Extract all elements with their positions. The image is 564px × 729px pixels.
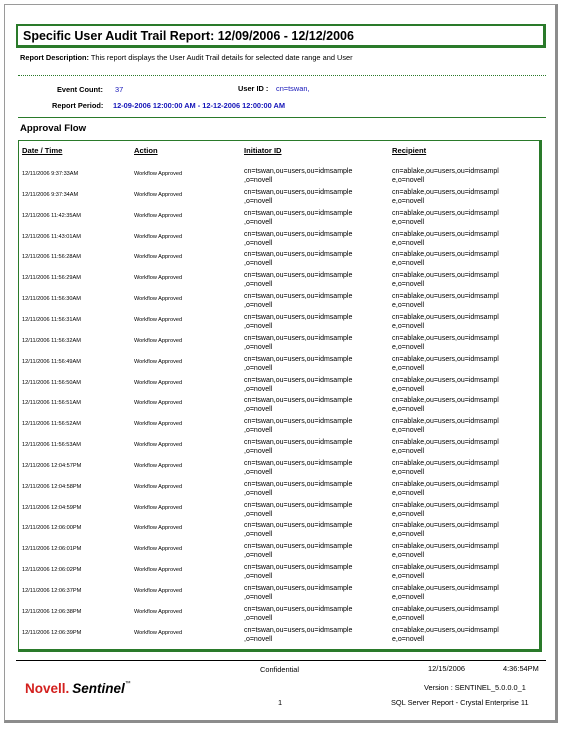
- cell-recipient: [392, 167, 499, 185]
- recipient-line-1: cn=ablake,ou=users,ou=idmsampl: [392, 502, 499, 509]
- cell-date-time: 12/11/2006 12:06:37PM: [22, 588, 82, 594]
- cell-action: Workflow Approved: [134, 505, 183, 511]
- cell-date-time: 12/11/2006 9:37:34AM: [22, 192, 79, 198]
- recipient-line-2: e,o=novell: [392, 511, 425, 518]
- recipient-line-1: cn=ablake,ou=users,ou=idmsampl: [392, 522, 499, 529]
- initiator-line-1: cn=tswan,ou=users,ou=idmsample: [244, 251, 353, 258]
- footer-page-number: 1: [278, 698, 283, 707]
- recipient-line-2: e,o=novell: [392, 198, 425, 205]
- recipient-line-1: cn=ablake,ou=users,ou=idmsampl: [392, 585, 499, 592]
- initiator-line-2: ,o=novell: [244, 511, 273, 518]
- cell-recipient: [392, 501, 499, 519]
- initiator-line-2: ,o=novell: [244, 219, 273, 226]
- cell-recipient: [392, 480, 499, 498]
- column-header-action: Action: [134, 146, 158, 155]
- cell-initiator-id: [244, 271, 352, 289]
- recipient-line-1: cn=ablake,ou=users,ou=idmsampl: [392, 210, 499, 217]
- description-text: This report displays the User Audit Trail details for selected date range and User: [88, 53, 353, 62]
- recipient-line-2: e,o=novell: [392, 490, 425, 497]
- initiator-line-2: ,o=novell: [244, 344, 273, 351]
- recipient-line-2: e,o=novell: [392, 552, 425, 559]
- initiator-line-2: ,o=novell: [244, 365, 273, 372]
- description-label: Report Description:: [20, 53, 89, 62]
- recipient-line-1: cn=ablake,ou=users,ou=idmsampl: [392, 251, 499, 258]
- cell-recipient: [392, 584, 499, 602]
- cell-date-time: 12/11/2006 12:06:02PM: [22, 567, 82, 573]
- cell-date-time: 12/11/2006 11:56:51AM: [22, 400, 81, 406]
- cell-initiator-id: [244, 230, 352, 248]
- table-row: [0, 438, 564, 459]
- recipient-line-2: e,o=novell: [392, 177, 425, 184]
- initiator-line-1: cn=tswan,ou=users,ou=idmsample: [244, 564, 353, 571]
- cell-date-time: 12/11/2006 12:06:39PM: [22, 630, 82, 636]
- report-description: [20, 53, 353, 62]
- footer-report-engine: SQL Server Report - Crystal Enterprise 11: [391, 698, 529, 707]
- cell-recipient: [392, 542, 499, 560]
- cell-initiator-id: [244, 605, 352, 623]
- logo-trademark: ™: [124, 681, 131, 687]
- cell-action: Workflow Approved: [134, 317, 183, 323]
- recipient-line-2: e,o=novell: [392, 240, 425, 247]
- initiator-line-1: cn=tswan,ou=users,ou=idmsample: [244, 314, 353, 321]
- column-header-date-time: Date / Time: [22, 146, 63, 155]
- table-row: [0, 563, 564, 584]
- cell-initiator-id: [244, 334, 352, 352]
- cell-action: Workflow Approved: [134, 254, 183, 260]
- initiator-line-2: ,o=novell: [244, 615, 273, 622]
- initiator-line-2: ,o=novell: [244, 490, 273, 497]
- table-row: [0, 271, 564, 292]
- recipient-line-2: e,o=novell: [392, 406, 425, 413]
- initiator-line-1: cn=tswan,ou=users,ou=idmsample: [244, 272, 353, 279]
- cell-initiator-id: [244, 376, 352, 394]
- cell-recipient: [392, 230, 499, 248]
- dotted-separator: [18, 75, 546, 76]
- initiator-line-1: cn=tswan,ou=users,ou=idmsample: [244, 418, 353, 425]
- recipient-line-1: cn=ablake,ou=users,ou=idmsampl: [392, 335, 499, 342]
- cell-action: Workflow Approved: [134, 588, 183, 594]
- initiator-line-2: ,o=novell: [244, 177, 273, 184]
- recipient-line-1: cn=ablake,ou=users,ou=idmsampl: [392, 418, 499, 425]
- cell-initiator-id: [244, 542, 352, 560]
- cell-action: Workflow Approved: [134, 442, 183, 448]
- recipient-line-1: cn=ablake,ou=users,ou=idmsampl: [392, 460, 499, 467]
- initiator-line-1: cn=tswan,ou=users,ou=idmsample: [244, 606, 353, 613]
- recipient-line-2: e,o=novell: [392, 469, 425, 476]
- footer-time: 4:36:54PM: [503, 664, 539, 673]
- column-header-recipient: Recipient: [392, 146, 427, 155]
- cell-action: Workflow Approved: [134, 525, 183, 531]
- initiator-line-2: ,o=novell: [244, 323, 273, 330]
- recipient-line-1: cn=ablake,ou=users,ou=idmsampl: [392, 627, 499, 634]
- cell-initiator-id: [244, 313, 352, 331]
- logo-sentinel: Sentinel: [72, 681, 125, 696]
- cell-recipient: [392, 396, 499, 414]
- report-period-label: Report Period:: [52, 101, 104, 110]
- cell-action: Workflow Approved: [134, 275, 183, 281]
- cell-recipient: [392, 459, 499, 477]
- cell-date-time: 12/11/2006 12:04:59PM: [22, 505, 82, 511]
- recipient-line-2: e,o=novell: [392, 344, 425, 351]
- cell-recipient: [392, 313, 499, 331]
- recipient-line-1: cn=ablake,ou=users,ou=idmsampl: [392, 439, 499, 446]
- table-row: [0, 605, 564, 626]
- initiator-line-1: cn=tswan,ou=users,ou=idmsample: [244, 293, 353, 300]
- recipient-line-1: cn=ablake,ou=users,ou=idmsampl: [392, 231, 499, 238]
- initiator-line-1: cn=tswan,ou=users,ou=idmsample: [244, 356, 353, 363]
- table-row: [0, 167, 564, 188]
- initiator-line-1: cn=tswan,ou=users,ou=idmsample: [244, 168, 353, 175]
- initiator-line-2: ,o=novell: [244, 469, 273, 476]
- initiator-line-1: cn=tswan,ou=users,ou=idmsample: [244, 522, 353, 529]
- recipient-line-1: cn=ablake,ou=users,ou=idmsampl: [392, 356, 499, 363]
- initiator-line-2: ,o=novell: [244, 406, 273, 413]
- footer-confidential: Confidential: [260, 665, 300, 674]
- initiator-line-1: cn=tswan,ou=users,ou=idmsample: [244, 502, 353, 509]
- recipient-line-2: e,o=novell: [392, 281, 425, 288]
- cell-initiator-id: [244, 188, 352, 206]
- initiator-line-2: ,o=novell: [244, 427, 273, 434]
- initiator-line-2: ,o=novell: [244, 636, 273, 643]
- recipient-line-1: cn=ablake,ou=users,ou=idmsampl: [392, 168, 499, 175]
- cell-date-time: 12/11/2006 11:56:49AM: [22, 359, 81, 365]
- recipient-line-1: cn=ablake,ou=users,ou=idmsampl: [392, 543, 499, 550]
- cell-action: Workflow Approved: [134, 609, 183, 615]
- initiator-line-1: cn=tswan,ou=users,ou=idmsample: [244, 585, 353, 592]
- cell-action: Workflow Approved: [134, 213, 183, 219]
- cell-date-time: 12/11/2006 11:56:50AM: [22, 380, 81, 386]
- table-row: [0, 396, 564, 417]
- initiator-line-2: ,o=novell: [244, 240, 273, 247]
- cell-recipient: [392, 271, 499, 289]
- initiator-line-1: cn=tswan,ou=users,ou=idmsample: [244, 189, 353, 196]
- cell-recipient: [392, 334, 499, 352]
- event-count-label: Event Count:: [57, 85, 103, 94]
- cell-initiator-id: [244, 292, 352, 310]
- report-period-value: 12-09-2006 12:00:00 AM - 12-12-2006 12:00:00 AM: [113, 101, 285, 110]
- cell-initiator-id: [244, 501, 352, 519]
- table-row: [0, 584, 564, 605]
- table-row: [0, 376, 564, 397]
- table-row: [0, 250, 564, 271]
- cell-recipient: [392, 563, 499, 581]
- user-id-value: cn=tswan,: [276, 84, 310, 93]
- cell-action: Workflow Approved: [134, 567, 183, 573]
- initiator-line-1: cn=tswan,ou=users,ou=idmsample: [244, 460, 353, 467]
- cell-date-time: 12/11/2006 12:06:38PM: [22, 609, 82, 615]
- cell-action: Workflow Approved: [134, 338, 183, 344]
- initiator-line-2: ,o=novell: [244, 531, 273, 538]
- section-separator: [18, 117, 546, 118]
- table-row: [0, 334, 564, 355]
- logo-dot: .: [65, 681, 70, 696]
- cell-initiator-id: [244, 167, 352, 185]
- initiator-line-2: ,o=novell: [244, 198, 273, 205]
- cell-initiator-id: [244, 355, 352, 373]
- initiator-line-2: ,o=novell: [244, 594, 273, 601]
- cell-date-time: 12/11/2006 11:56:53AM: [22, 442, 81, 448]
- cell-date-time: 12/11/2006 11:42:35AM: [22, 213, 81, 219]
- initiator-line-1: cn=tswan,ou=users,ou=idmsample: [244, 335, 353, 342]
- cell-recipient: [392, 188, 499, 206]
- table-row: [0, 355, 564, 376]
- cell-action: Workflow Approved: [134, 359, 183, 365]
- cell-action: Workflow Approved: [134, 546, 183, 552]
- cell-initiator-id: [244, 626, 352, 644]
- cell-date-time: 12/11/2006 12:06:00PM: [22, 525, 82, 531]
- cell-date-time: 12/11/2006 11:56:29AM: [22, 275, 81, 281]
- recipient-line-1: cn=ablake,ou=users,ou=idmsampl: [392, 606, 499, 613]
- cell-initiator-id: [244, 438, 352, 456]
- recipient-line-2: e,o=novell: [392, 302, 425, 309]
- cell-date-time: 12/11/2006 11:56:28AM: [22, 254, 81, 260]
- cell-recipient: [392, 605, 499, 623]
- section-title: Approval Flow: [20, 123, 87, 134]
- table-row: [0, 480, 564, 501]
- recipient-line-1: cn=ablake,ou=users,ou=idmsampl: [392, 293, 499, 300]
- cell-action: Workflow Approved: [134, 380, 183, 386]
- recipient-line-2: e,o=novell: [392, 386, 425, 393]
- recipient-line-2: e,o=novell: [392, 219, 425, 226]
- column-header-initiator-id: Initiator ID: [244, 146, 282, 155]
- table-row: [0, 501, 564, 522]
- table-row: [0, 188, 564, 209]
- cell-date-time: 12/11/2006 11:56:52AM: [22, 421, 81, 427]
- footer-date: 12/15/2006: [428, 664, 465, 673]
- initiator-line-1: cn=tswan,ou=users,ou=idmsample: [244, 397, 353, 404]
- cell-date-time: 12/11/2006 11:56:30AM: [22, 296, 81, 302]
- initiator-line-2: ,o=novell: [244, 573, 273, 580]
- recipient-line-2: e,o=novell: [392, 636, 425, 643]
- cell-date-time: 12/11/2006 12:06:01PM: [22, 546, 82, 552]
- cell-recipient: [392, 209, 499, 227]
- cell-recipient: [392, 292, 499, 310]
- initiator-line-2: ,o=novell: [244, 281, 273, 288]
- cell-initiator-id: [244, 396, 352, 414]
- recipient-line-2: e,o=novell: [392, 260, 425, 267]
- cell-initiator-id: [244, 250, 352, 268]
- cell-action: Workflow Approved: [134, 296, 183, 302]
- cell-initiator-id: [244, 417, 352, 435]
- initiator-line-2: ,o=novell: [244, 302, 273, 309]
- logo-novell: Novell: [25, 681, 66, 696]
- cell-action: Workflow Approved: [134, 630, 183, 636]
- recipient-line-2: e,o=novell: [392, 531, 425, 538]
- cell-action: Workflow Approved: [134, 421, 183, 427]
- cell-recipient: [392, 417, 499, 435]
- table-row: [0, 626, 564, 647]
- table-row: [0, 417, 564, 438]
- recipient-line-1: cn=ablake,ou=users,ou=idmsampl: [392, 564, 499, 571]
- cell-recipient: [392, 355, 499, 373]
- cell-date-time: 12/11/2006 11:56:31AM: [22, 317, 81, 323]
- recipient-line-2: e,o=novell: [392, 448, 425, 455]
- initiator-line-2: ,o=novell: [244, 386, 273, 393]
- table-row: [0, 230, 564, 251]
- cell-date-time: 12/11/2006 11:43:01AM: [22, 234, 81, 240]
- cell-action: Workflow Approved: [134, 171, 183, 177]
- recipient-line-2: e,o=novell: [392, 365, 425, 372]
- table-row: [0, 292, 564, 313]
- cell-initiator-id: [244, 480, 352, 498]
- event-count-value: 37: [115, 85, 124, 94]
- cell-action: Workflow Approved: [134, 463, 183, 469]
- recipient-line-2: e,o=novell: [392, 427, 425, 434]
- cell-initiator-id: [244, 563, 352, 581]
- report-title: Specific User Audit Trail Report: 12/09/2006 - 12/12/2006: [16, 24, 546, 48]
- cell-action: Workflow Approved: [134, 192, 183, 198]
- cell-action: Workflow Approved: [134, 234, 183, 240]
- cell-date-time: 12/11/2006 11:56:32AM: [22, 338, 81, 344]
- cell-recipient: [392, 438, 499, 456]
- recipient-line-1: cn=ablake,ou=users,ou=idmsampl: [392, 481, 499, 488]
- recipient-line-2: e,o=novell: [392, 594, 425, 601]
- cell-initiator-id: [244, 521, 352, 539]
- cell-initiator-id: [244, 459, 352, 477]
- novell-sentinel-logo: [25, 681, 131, 696]
- initiator-line-2: ,o=novell: [244, 552, 273, 559]
- recipient-line-1: cn=ablake,ou=users,ou=idmsampl: [392, 314, 499, 321]
- cell-action: Workflow Approved: [134, 484, 183, 490]
- recipient-line-2: e,o=novell: [392, 323, 425, 330]
- cell-date-time: 12/11/2006 12:04:57PM: [22, 463, 82, 469]
- cell-recipient: [392, 376, 499, 394]
- cell-initiator-id: [244, 584, 352, 602]
- footer-rule: [16, 660, 546, 661]
- table-row: [0, 542, 564, 563]
- initiator-line-1: cn=tswan,ou=users,ou=idmsample: [244, 231, 353, 238]
- cell-initiator-id: [244, 209, 352, 227]
- table-row: [0, 521, 564, 542]
- table-row: [0, 459, 564, 480]
- initiator-line-1: cn=tswan,ou=users,ou=idmsample: [244, 439, 353, 446]
- initiator-line-2: ,o=novell: [244, 260, 273, 267]
- initiator-line-1: cn=tswan,ou=users,ou=idmsample: [244, 543, 353, 550]
- table-row: [0, 313, 564, 334]
- recipient-line-1: cn=ablake,ou=users,ou=idmsampl: [392, 377, 499, 384]
- footer-version: Version : SENTINEL_5.0.0.0_1: [424, 683, 526, 692]
- user-id-label: User ID :: [238, 84, 269, 93]
- recipient-line-1: cn=ablake,ou=users,ou=idmsampl: [392, 397, 499, 404]
- initiator-line-1: cn=tswan,ou=users,ou=idmsample: [244, 481, 353, 488]
- cell-recipient: [392, 626, 499, 644]
- cell-recipient: [392, 250, 499, 268]
- cell-date-time: 12/11/2006 9:37:33AM: [22, 171, 79, 177]
- recipient-line-2: e,o=novell: [392, 615, 425, 622]
- recipient-line-1: cn=ablake,ou=users,ou=idmsampl: [392, 189, 499, 196]
- cell-date-time: 12/11/2006 12:04:58PM: [22, 484, 82, 490]
- initiator-line-1: cn=tswan,ou=users,ou=idmsample: [244, 627, 353, 634]
- cell-action: Workflow Approved: [134, 400, 183, 406]
- recipient-line-2: e,o=novell: [392, 573, 425, 580]
- initiator-line-1: cn=tswan,ou=users,ou=idmsample: [244, 210, 353, 217]
- initiator-line-1: cn=tswan,ou=users,ou=idmsample: [244, 377, 353, 384]
- table-row: [0, 209, 564, 230]
- recipient-line-1: cn=ablake,ou=users,ou=idmsampl: [392, 272, 499, 279]
- initiator-line-2: ,o=novell: [244, 448, 273, 455]
- cell-recipient: [392, 521, 499, 539]
